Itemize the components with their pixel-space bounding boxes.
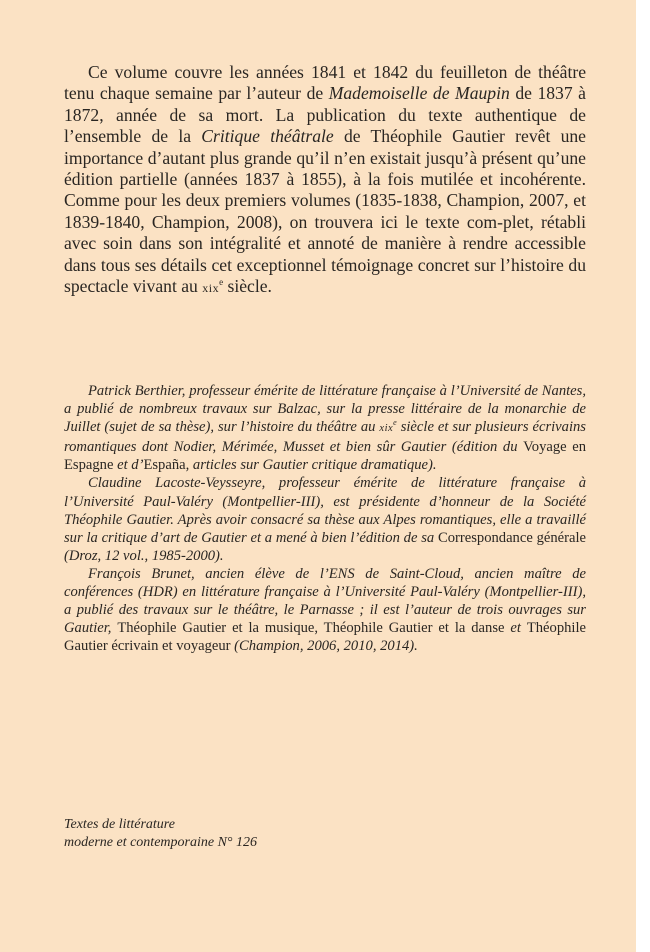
summary-text-4: siècle. xyxy=(223,276,272,297)
bio-berthier-text-1: Patrick Berthier, professeur émérite de littérature française à l’Université de Nantes, a publié de nombreux travaux sur Balzac, sur la presse littéraire de la monarchie de Juillet (sujet de sa thèse), sur l’histoire du théâtre au xyxy=(64,383,586,436)
bio-century-superscript: e xyxy=(393,418,397,428)
bio-brunet xyxy=(64,565,586,655)
bio-berthier-text-4: , articles sur Gautier critique dramatique). xyxy=(185,457,437,474)
bio-lacoste-title-1: Correspondance générale xyxy=(437,529,587,546)
bio-brunet-title-1: Théophile Gautier et la musique, Théophile Gautier et la danse xyxy=(117,620,505,637)
bio-berthier-title-1: Voyage en Espagne xyxy=(64,439,586,474)
summary-work-title: Critique théâtrale xyxy=(201,126,334,147)
series-info xyxy=(64,816,364,852)
bio-brunet-text-1: François Brunet, ancien élève de l’ENS de Saint-Cloud, ancien maître de conférences (HDR) en littérature française à l’Université Paul-Valéry (Montpellier-III), a publié des travaux sur le théâtre, le Parnasse ; il est l’auteur de trois ouvrages sur Gautier, xyxy=(64,565,586,637)
bio-brunet-text-3: (Champion, 2006, 2010, 2014). xyxy=(230,638,418,655)
summary-text-3: de Théophile Gautier revêt une importance d’autant plus grande qu’il n’en existait jusqu’à présent qu’une édition partielle (années 1837 à 1855), à la fois mutilée et incohérente. Comme pour les deux premiers volumes (1835-1838, Champion, 2007, et 1839-1840, Champion, 2008), on trouvera ici le texte com-plet, rétabli avec soin dans son intégralité et annoté de manière à rendre accessible dans tous ses détails cet exceptionnel témoignage concret sur l’histoire du spectacle vivant au xyxy=(64,126,586,297)
century-superscript: e xyxy=(219,277,224,288)
summary-text-2: de 1837 à 1872, année de sa mort. La publication du texte authentique de l’ensemble de la xyxy=(64,83,586,147)
summary-paragraph xyxy=(64,62,586,299)
series-line-1: Textes de littérature xyxy=(64,817,175,832)
summary-text-1: Ce volume couvre les années 1841 et 1842 du feuilleton de théâtre tenu chaque semaine par l’auteur de xyxy=(64,62,586,104)
bio-brunet-title-2: Théophile Gautier écrivain et voyageur xyxy=(64,620,587,655)
bio-berthier xyxy=(64,382,586,474)
summary-book-title: Mademoiselle de Maupin xyxy=(328,83,510,104)
author-bios xyxy=(64,382,586,655)
bio-berthier-text-3: et d’ xyxy=(113,457,144,474)
bio-berthier-title-2: España xyxy=(143,457,186,474)
bio-lacoste-text-1: Claudine Lacoste-Veysseyre, professeur émérite de littérature française à l’Université Paul-Valéry (Montpellier-III), est présidente d’honneur de la Société Théophile Gautier. Après avoir consacré sa thèse aux Alpes romantiques, elle a travaillé sur la critique d’art de Gautier et a mené à bien l’édition de sa xyxy=(64,475,586,546)
bio-lacoste-veysseyre xyxy=(64,474,586,564)
bio-lacoste-text-2: (Droz, 12 vol., 1985-2000). xyxy=(64,547,224,564)
bio-berthier-text-2: siècle et sur plusieurs écrivains romantiques dont Nodier, Mérimée, Musset et bien sûr Gautier (édition du xyxy=(64,419,586,456)
century-numeral: xix xyxy=(202,281,220,296)
series-line-2: moderne et contemporaine N° 126 xyxy=(64,835,258,850)
bio-century-numeral: xix xyxy=(379,423,394,435)
bio-brunet-text-2: et xyxy=(504,620,527,637)
